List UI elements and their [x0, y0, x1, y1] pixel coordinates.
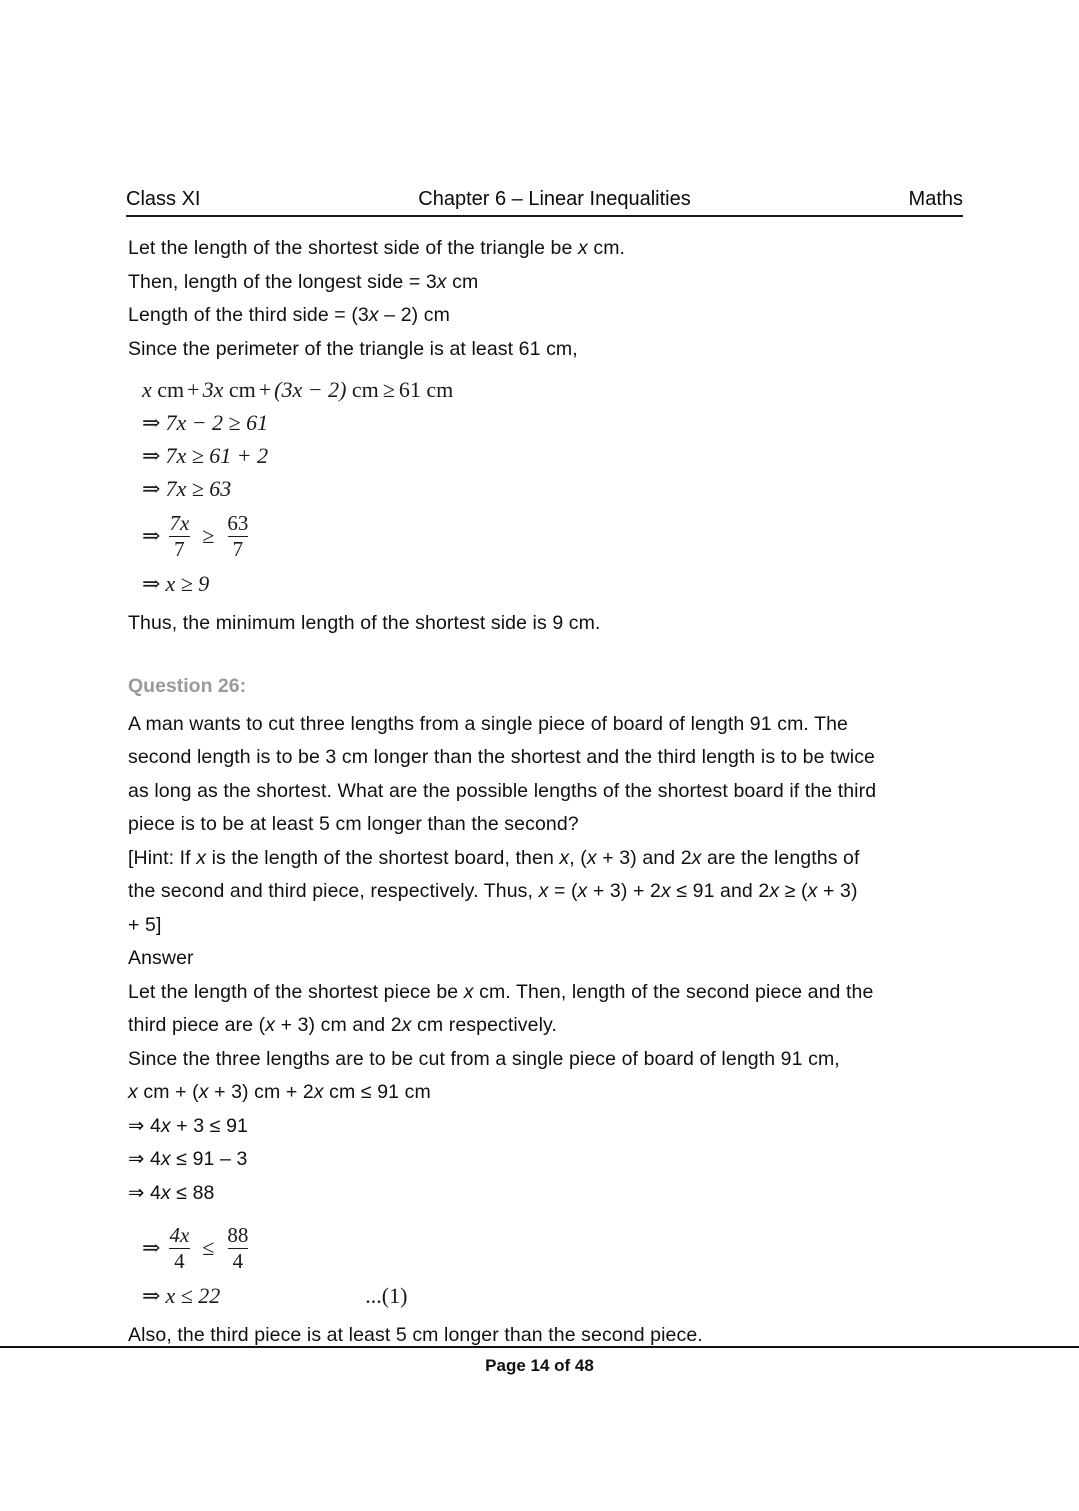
variable-x: x	[196, 846, 207, 869]
equation-fraction-divide-by-7	[142, 505, 968, 567]
equation-7x-ge-63: 7x ≥ 63	[165, 476, 232, 501]
spacer	[128, 641, 968, 671]
equation-step-2	[142, 439, 968, 472]
inequality-part: cm ≤ 91 cm	[323, 1081, 431, 1103]
math-block-divide-by-4	[142, 1217, 968, 1312]
answer-inequality-4	[128, 1177, 968, 1211]
unit-cm: cm	[228, 377, 256, 402]
fraction-numerator: 88	[227, 1223, 249, 1248]
inequality-part: ≤ 88	[170, 1181, 215, 1204]
value-61-cm: 61 cm	[398, 377, 454, 402]
inequality-part: + 3) cm + 2	[208, 1081, 314, 1103]
header-chapter-title: Chapter 6 – Linear Inequalities	[418, 188, 691, 210]
hint-line-1	[128, 842, 968, 876]
variable-x: x	[313, 1081, 324, 1103]
question-text-line-4: piece is to be at least 5 cm longer than the second?	[128, 813, 579, 835]
fraction-denominator: 7	[169, 536, 190, 560]
question-heading: Question 26:	[128, 674, 247, 697]
equation-result-x-ge-9	[142, 567, 968, 600]
fraction-88-over-4	[222, 1224, 253, 1271]
inequality-part: + 3 ≤ 91	[170, 1114, 248, 1137]
implies-arrow-icon: ⇒ 4	[128, 1148, 161, 1170]
plus-operator: +	[258, 377, 272, 402]
implies-arrow-icon: ⇒	[142, 1235, 161, 1260]
variable-x: x	[559, 846, 570, 869]
implies-arrow-icon: ⇒ 4	[128, 1114, 161, 1137]
solution-line-2-part-a: Then, length of the longest side = 3	[128, 270, 437, 293]
variable-x: x	[368, 304, 379, 326]
inequality-part: cm + (	[137, 1081, 199, 1103]
question-text-line-2: second length is to be 3 cm longer than the shortest and the third length is to be twice	[128, 746, 875, 768]
hint-part: [Hint: If	[128, 846, 197, 869]
variable-x: x	[160, 1181, 171, 1204]
greater-equal-operator: ≥	[382, 377, 395, 402]
answer-part: cm respectively.	[411, 1014, 557, 1036]
fraction-4x-over-4	[164, 1224, 194, 1271]
conclusion-line: Thus, the minimum length of the shortest side is 9 cm.	[128, 612, 601, 634]
result-x-ge-9: x ≥ 9	[165, 571, 210, 596]
inequality-part: ≤ 91 – 3	[170, 1148, 248, 1170]
equation-step-3	[142, 472, 968, 505]
variable-x: x	[586, 846, 597, 869]
variable-x: x	[807, 880, 818, 902]
page-header	[126, 188, 963, 217]
fraction-numerator: 63	[227, 511, 249, 536]
variable-x: x	[538, 880, 549, 902]
hint-part: ≤ 91 and 2	[670, 880, 770, 902]
result-x-le-22: x ≤ 22	[165, 1283, 221, 1308]
equation-7x-minus-2: 7x − 2 ≥ 61	[165, 410, 269, 435]
equation-perimeter-sum	[142, 373, 968, 406]
equation-step-1	[142, 406, 968, 439]
variable-x: x	[436, 270, 447, 293]
fraction-7x-over-7	[164, 512, 194, 559]
equation-fraction-divide-by-4	[142, 1217, 968, 1279]
fraction-denominator: 7	[228, 536, 249, 560]
equation-7x-ge-61-plus-2: 7x ≥ 61 + 2	[165, 443, 269, 468]
spacer	[128, 701, 968, 708]
greater-equal-operator: ≥	[202, 523, 215, 548]
footer-divider	[0, 1346, 1079, 1348]
hint-line-2	[128, 875, 968, 909]
term-3x: 3x	[202, 377, 224, 402]
solution-line-2	[128, 266, 968, 300]
fraction-63-over-7	[222, 512, 253, 559]
less-equal-operator: ≤	[202, 1235, 215, 1260]
spacer	[128, 366, 968, 373]
solution-line-3-part-b: – 2) cm	[378, 304, 450, 326]
hint-part: the second and third piece, respectively. Thus,	[128, 880, 539, 902]
variable-x: x	[128, 1081, 138, 1103]
header-subject-label: Maths	[908, 188, 963, 210]
equation-number-tag: ...(1)	[365, 1283, 408, 1308]
answer-part: Let the length of the shortest piece be	[128, 980, 464, 1003]
solution-line-3-part-a: Length of the third side = (3	[128, 304, 369, 326]
variable-x: x	[401, 1014, 412, 1036]
implies-arrow-icon: ⇒	[142, 1283, 161, 1308]
equation-result-row	[142, 1279, 968, 1312]
answer-inequality-2	[128, 1110, 968, 1144]
hint-part: are the lengths of	[701, 846, 860, 869]
closing-line: Also, the third piece is at least 5 cm longer than the second piece.	[128, 1324, 703, 1346]
variable-x: x	[577, 237, 588, 259]
implies-arrow-icon: ⇒	[142, 476, 161, 501]
solution-line-1	[128, 232, 968, 266]
hint-part: ≥ (	[779, 880, 808, 902]
implies-arrow-icon: ⇒	[142, 571, 161, 596]
variable-x: x	[691, 846, 702, 869]
header-class-label: Class XI	[126, 188, 201, 210]
answer-line-3: Since the three lengths are to be cut from a single piece of board of length 91 cm,	[128, 1047, 840, 1070]
solution-line-1-part-b: cm.	[587, 237, 626, 259]
answer-line-2	[128, 1009, 968, 1043]
implies-arrow-icon: ⇒	[142, 410, 161, 435]
implies-arrow-icon: ⇒ 4	[128, 1181, 161, 1204]
variable-x: x	[160, 1148, 171, 1170]
answer-part: cm. Then, length of the second piece and the	[473, 980, 874, 1003]
fraction-denominator: 4	[169, 1248, 190, 1272]
footer-page-number: Page 14 of 48	[485, 1356, 594, 1375]
fraction-denominator: 4	[228, 1248, 249, 1272]
unit-cm: cm	[157, 377, 185, 402]
page-content	[128, 232, 968, 1353]
unit-cm: cm	[351, 377, 379, 402]
implies-arrow-icon: ⇒	[142, 443, 161, 468]
math-block-perimeter	[142, 373, 968, 600]
plus-operator: +	[187, 377, 200, 402]
term-3x-minus-2: (3x − 2)	[274, 377, 347, 402]
solution-line-3	[128, 299, 968, 333]
variable-x: x	[660, 880, 671, 902]
question-text-line-3: as long as the shortest. What are the possible lengths of the shortest board if the third	[128, 779, 877, 802]
answer-line-1	[128, 976, 968, 1010]
spacer	[128, 600, 968, 607]
hint-part: + 3) and 2	[596, 846, 692, 869]
hint-part: , (	[569, 846, 587, 869]
hint-part: is the length of the shortest board, then	[206, 846, 560, 869]
solution-line-1-part-a: Let the length of the shortest side of the triangle be	[128, 237, 578, 259]
answer-inequality-3	[128, 1143, 968, 1177]
variable-x: x	[463, 980, 474, 1003]
variable-x: x	[198, 1081, 209, 1103]
spacer	[128, 1312, 968, 1319]
answer-inequality-1	[128, 1076, 968, 1110]
implies-arrow-icon: ⇒	[142, 523, 161, 548]
answer-label: Answer	[128, 947, 194, 969]
hint-line-3: + 5]	[128, 913, 162, 936]
fraction-numerator: 7x	[169, 511, 190, 536]
spacer	[128, 1210, 968, 1217]
fraction-numerator: 4x	[169, 1223, 190, 1248]
variable-x: x	[265, 1014, 276, 1036]
hint-part: + 3) + 2	[587, 880, 661, 902]
solution-line-4: Since the perimeter of the triangle is at least 61 cm,	[128, 337, 578, 360]
answer-part: + 3) cm and 2	[275, 1014, 402, 1036]
variable-x: x	[160, 1114, 171, 1137]
answer-part: third piece are (	[128, 1014, 266, 1036]
hint-part: = (	[548, 880, 578, 902]
variable-x: x	[142, 377, 152, 402]
question-text-line-1: A man wants to cut three lengths from a single piece of board of length 91 cm. The	[128, 712, 848, 735]
hint-part: + 3)	[817, 880, 858, 902]
variable-x: x	[577, 880, 588, 902]
solution-line-2-part-b: cm	[446, 270, 479, 293]
variable-x: x	[769, 880, 780, 902]
